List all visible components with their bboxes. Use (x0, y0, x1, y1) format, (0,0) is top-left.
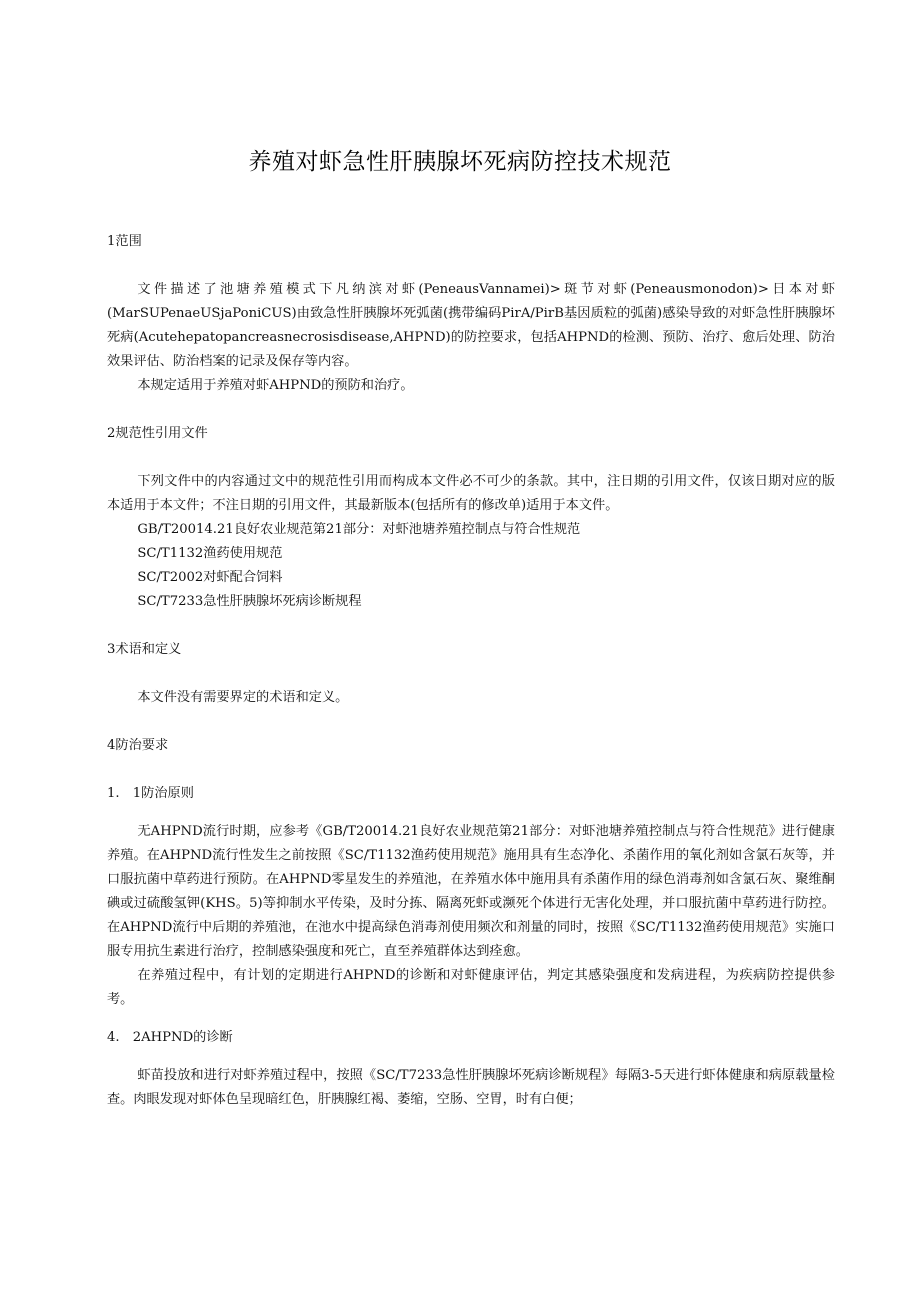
subsection-4-1-heading: 1. 1防治原则 (107, 786, 194, 801)
section-1-heading: 1范围 (107, 234, 142, 249)
document-body (107, 230, 835, 1112)
section-1-paragraph-1: 文件描述了池塘养殖模式下凡纳滨对虾(PeneausVannamei)>斑节对虾(Peneausmonodon)>日本对虾(MarSUPenaeUSjaPoniCUS)由致急性肝胰腺坏死弧菌(携带编码PirA/PirB基因质粒的弧菌)感染导致的对虾急性肝胰腺坏死病(Acutehepatopancreasnecrosisdisease,AHPND)的防控要求，包括AHPND的检测、预防、治疗、愈后处理、防治效果评估、防治档案的记录及保存等内容。 (107, 282, 835, 369)
subsection-4-1-paragraph-2: 在养殖过程中，有计划的定期进行AHPND的诊断和对虾健康评估，判定其感染强度和发病进程，为疾病防控提供参考。 (107, 968, 835, 1007)
reference-item: GB/T20014.21良好农业规范第21部分：对虾池塘养殖控制点与符合性规范 (137, 522, 581, 537)
reference-item: SC/T1132渔药使用规范 (137, 546, 283, 561)
section-2-heading: 2规范性引用文件 (107, 426, 208, 441)
section-1-paragraph-2: 本规定适用于养殖对虾AHPND的预防和治疗。 (137, 378, 414, 393)
section-3-heading: 3术语和定义 (107, 642, 182, 657)
section-2-paragraph-1: 下列文件中的内容通过文中的规范性引用而构成本文件必不可少的条款。其中，注日期的引用文件，仅该日期对应的版本适用于本文件；不注日期的引用文件，其最新版本(包括所有的修改单)适用于本文件。 (107, 474, 835, 513)
section-4-heading: 4防治要求 (107, 738, 169, 753)
document-title: 养殖对虾急性肝胰腺坏死病防控技术规范 (248, 149, 672, 175)
subsection-4-2-paragraph-1: 虾苗投放和进行对虾养殖过程中，按照《SC/T7233急性肝胰腺坏死病诊断规程》每隔3-5天进行虾体健康和病原载量检查。肉眼发现对虾体色呈现暗红色，肝胰腺红褐、萎缩，空肠、空胃，时有白便； (107, 1068, 835, 1107)
section-3-paragraph-1: 本文件没有需要界定的术语和定义。 (137, 690, 349, 705)
subsection-4-1-paragraph-1: 无AHPND流行时期，应参考《GB/T20014.21良好农业规范第21部分：对虾池塘养殖控制点与符合性规范》进行健康养殖。在AHPND流行性发生之前按照《SC/T1132渔药使用规范》施用具有生态净化、杀菌作用的氧化剂如含氯石灰等，并口服抗菌中草药进行预防。在AHPND零星发生的养殖池，在养殖水体中施用具有杀菌作用的绿色消毒剂如含氯石灰、聚维酮碘或过硫酸氢钾(KHS。5)等抑制水平传染，及时分拣、隔离死虾或濒死个体进行无害化处理，并口服抗菌中草药进行防控。在AHPND流行中后期的养殖池，在池水中提高绿色消毒剂使用频次和剂量的同时，按照《SC/T1132渔药使用规范》实施口服专用抗生素进行治疗，控制感染强度和死亡，直至养殖群体达到痊愈。 (107, 824, 835, 959)
reference-item: SC/T7233急性肝胰腺坏死病诊断规程 (137, 594, 362, 609)
reference-item: SC/T2002对虾配合饲料 (137, 570, 283, 585)
subsection-4-2-heading: 4. 2AHPND的诊断 (107, 1030, 233, 1045)
